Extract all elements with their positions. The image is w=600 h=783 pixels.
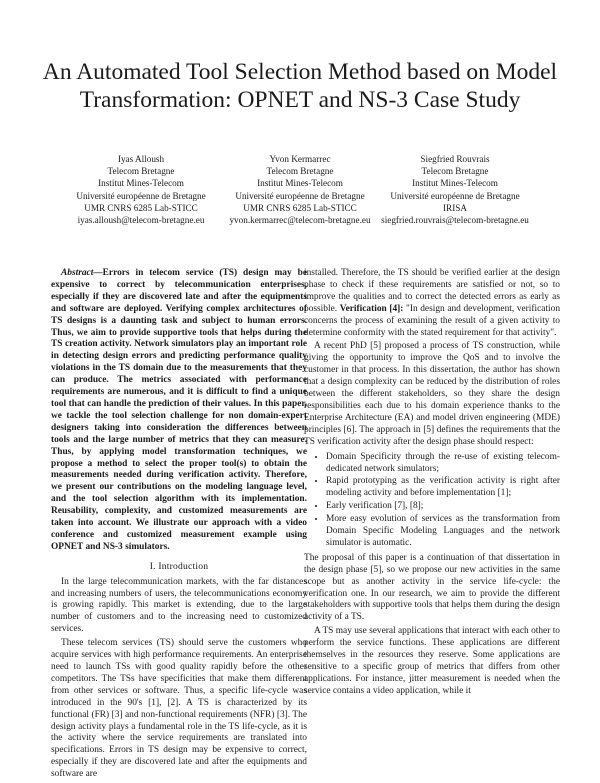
list-item: • Rapid prototyping as the verification activity is right after modeling activity and before implementation [1]; xyxy=(326,476,560,500)
author-org: Telecom Bretagne xyxy=(107,166,175,177)
author-inst: Institut Mines-Telecom xyxy=(98,178,184,189)
author-org: Telecom Bretagne xyxy=(421,166,489,177)
author-block-2 xyxy=(215,153,385,226)
paragraph xyxy=(304,268,560,339)
abstract-label: Abstract xyxy=(61,268,94,278)
author-name: Yvon Kermarrec xyxy=(269,154,331,164)
author-inst: Institut Mines-Telecom xyxy=(257,178,343,189)
list-item: • Domain Specificity through the re-use of existing telecom-dedicated network simulators; xyxy=(326,452,560,476)
paragraph-text: "In design and development, verification concerns the process of examining the result of a given activity to determine conformity with the stated requirement for that activity". xyxy=(304,303,561,338)
paragraph: A recent PhD [5] proposed a process of TS construction, while giving the opportunity to improve the QoS and to involve the customer in that process. In this dissertation, the author has shown that a design complexity can be reduced by the distribution of roles between the different stakeholders, so they share the design responsibilities each due to his domain experience thanks to the Enterprise Architecture (EA) and model driven engineering (MDE) principles [6]. The approach in [5] defines the requirements that the TS verification activity after the design phase should respect: xyxy=(304,341,560,447)
author-name: Siegfried Rouvrais xyxy=(420,154,490,164)
author-univ: Université européenne de Bretagne xyxy=(235,190,365,201)
abstract: Abstract—Errors in telecom service (TS) design may be expensive to correct by telecommunication enterprises, especially if they are discovered late and after the equipments and software are deployed. Verifying complex architectures of TS designs is a daunting task and subject to human errors. Thus, we aim to provide supportive tools that helps during the TS creation activity. Network simulators play an important role in detecting design errors and predicting performance quality violations in the TS domain due to the measurements that they can produce. The metrics associated with performance requirements are numerous, and it is difficult to find a unique tool that can handle the prediction of their values. In this paper, we tackle the tool selection challenge for non domain-expert designers taking into consideration the differences between tools and the large number of metrics that they can measure. Thus, by applying model transformation techniques, we propose a method to select the proper tool(s) to obtain the measurements needed during verification activity. Therefore, we present our contributions on the modeling language level, and the tool selection algorithm with its implementation. Reusability, complexity, and customized measurements are taken into account. We illustrate our approach with a video conference and customized measurement example using OPNET and NS-3 simulators. xyxy=(51,268,307,552)
author-org: Telecom Bretagne xyxy=(266,166,334,177)
paragraph: A TS may use several applications that interact with each other to perform the service functions. These applications are different themselves in the resources they reserve. Some applications are sensitive to a specific group of metrics that differs from other applications. For instance, jitter measurement is needed when the service contains a video application, while it xyxy=(304,626,560,696)
author-email: siegfried.rouvrais@telecom-bretagne.eu xyxy=(381,215,529,226)
author-block-1 xyxy=(56,153,226,226)
paragraph: The proposal of this paper is a continuation of that dissertation in the design phase [5], so we propose our new activities in the same scope but as another activity in the service life-cycle: the verification one. In our research, we aim to provide the different stakeholders with supportive tools that helps them during the design activity of a TS. xyxy=(304,552,560,623)
author-block-3 xyxy=(370,153,540,226)
paper-title: An Automated Tool Selection Method based on Model Transformation: OPNET and NS-3 Case Study xyxy=(42,59,558,113)
abstract-text: Errors in telecom service (TS) design may be expensive to correct by telecommunication enterprises, especially if they are discovered late and after the equipments and software are deployed. Verifying complex architectures of TS designs is a daunting task and subject to human errors. Thus, we aim to provide supportive tools that helps during the TS creation activity. Network simulators play an important role in detecting design errors and predicting performance quality violations in the TS domain due to the measurements that they can produce. The metrics associated with performance requirements are numerous, and it is difficult to find a unique tool that can handle the prediction of their values. In this paper, we tackle the tool selection challenge for non domain-expert designers taking into consideration the differences between tools and the large number of metrics that they can measure. Thus, by applying model transformation techniques, we propose a method to select the proper tool(s) to obtain the measurements needed during verification activity. Therefore, we present our contributions on the modeling language level, and the tool selection algorithm with its implementation. Reusability, complexity, and customized measurements are taken into account. We illustrate our approach with a video conference and customized measurement example using OPNET and NS-3 simulators. xyxy=(51,268,307,552)
list-item: • More easy evolution of services as the transformation from Domain Specific Modeling Languages and the network simulator is automatic. xyxy=(326,514,560,550)
author-lab: UMR CNRS 6285 Lab-STICC xyxy=(243,202,357,213)
author-inst: Institut Mines-Telecom xyxy=(412,178,498,189)
right-column xyxy=(304,268,560,700)
author-name: Iyas Alloush xyxy=(117,154,165,164)
author-lab: IRISA xyxy=(443,202,467,213)
author-univ: Université européenne de Bretagne xyxy=(76,190,206,201)
verification-term: Verification [4]: xyxy=(339,303,404,314)
author-email: yvon.kermarrec@telecom-bretagne.eu xyxy=(229,215,371,226)
author-lab: UMR CNRS 6285 Lab-STICC xyxy=(84,202,198,213)
author-univ: Université européenne de Bretagne xyxy=(390,190,520,201)
section-heading: I. Introduction xyxy=(149,560,209,572)
left-column xyxy=(51,268,307,783)
paragraph-text: installed. Therefore, the TS should be verified earlier at the design phase to check if these requirements are satisfied or not, so to improve the qualities and to correct the detected errors as early as possible. xyxy=(304,268,560,314)
requirements-list xyxy=(304,452,560,550)
list-item: • Early verification [7], [8]; xyxy=(326,501,560,513)
paragraph: In the large telecommunication markets, with the far distances and increasing numbers of users, the telecommunications economy is growing rapidly. This market is extending, due to the large number of customers and to the increasing need to customized services. xyxy=(51,576,307,635)
author-email: iyas.alloush@telecom-bretagne.eu xyxy=(77,215,205,226)
paragraph: These telecom services (TS) should serve the customers who acquire services with high performance requirements. An enterprise need to launch TSs with good quality rapidly before the other competitors. The TSs have specificities that make them different from other services or software. Thus, a specific life-cycle was introduced in the 90's [1], [2]. A TS is characterized by its functional (FR) [3] and non-functional requirements (NFR) [3]. The design activity plays a fundamental role in the TS life-cycle, as it is the activity where the service requirements are translated into specifications. Errors in TS design may be expensive to correct, especially if they are discovered late and after the equipments and software are xyxy=(51,638,307,780)
